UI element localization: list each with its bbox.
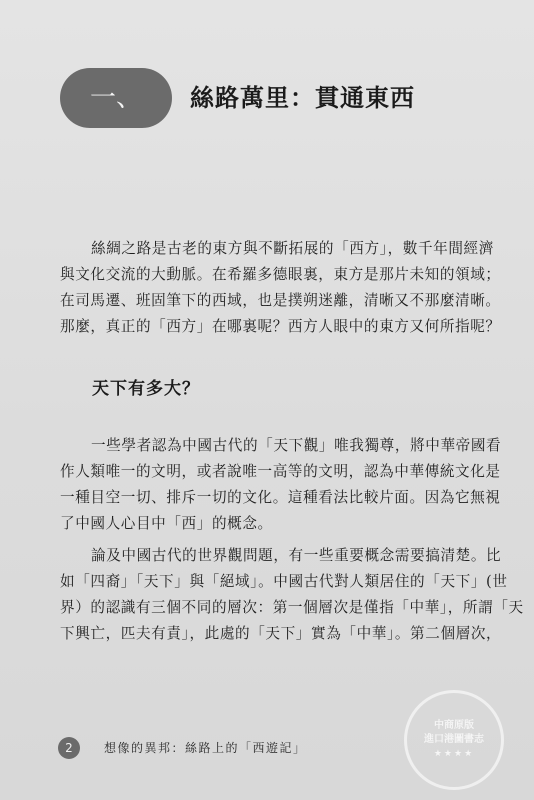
- watermark-line: 進口港圖書志: [424, 734, 484, 745]
- paragraph-line: 與文化交流的大動脈。在希羅多德眼裏，東方是那片未知的領域；: [60, 266, 501, 283]
- paragraph-line: 那麼，真正的「西方」在哪裏呢？西方人眼中的東方又何所指呢？: [60, 318, 501, 335]
- running-footer-title: 想像的異邦：絲路上的「西遊記」: [104, 741, 307, 755]
- paragraph-2: [60, 433, 502, 537]
- paragraph-line: 一種目空一切、排斥一切的文化。這種看法比較片面。因為它無視: [60, 489, 501, 506]
- paragraph-line: 下興亡，匹夫有責」，此處的「天下」實為「中華」。第二個層次，: [60, 625, 502, 642]
- paragraph-line: 了中國人心目中「西」的概念。: [60, 515, 273, 532]
- watermark-line: 中商原版: [434, 720, 474, 731]
- watermark-seal: [404, 690, 504, 790]
- paragraph-line: 在司馬遷、班固筆下的西域，也是撲朔迷離，清晰又不那麼清晰。: [60, 292, 501, 309]
- chapter-number-badge: 一、: [60, 68, 172, 128]
- chapter-title: 絲路萬里：貫通東西: [190, 84, 415, 112]
- paragraph-line: 論及中國古代的世界觀問題，有一些重要概念需要搞清楚。比: [91, 547, 502, 564]
- paragraph-line: 一些學者認為中國古代的「天下觀」唯我獨尊，將中華帝國看: [91, 437, 502, 454]
- paragraph-3: [60, 543, 524, 647]
- paragraph-line: 絲綢之路是古老的東方與不斷拓展的「西方」，數千年間經濟: [91, 240, 494, 257]
- section-heading: 天下有多大？: [92, 379, 200, 399]
- paragraph-line: 界）的認識有三個不同的層次：第一個層次是僅指「中華」，所謂「天: [60, 599, 524, 616]
- watermark-stars: ★★★★: [433, 749, 475, 759]
- page-number-badge: 2: [58, 737, 80, 759]
- paragraph-line: 作人類唯一的文明，或者說唯一高等的文明，認為中華傳統文化是: [60, 463, 501, 480]
- chapter-heading: [60, 68, 500, 128]
- paragraph-line: 如「四裔」「天下」與「絕域」。中國古代對人類居住的「天下」(世: [60, 573, 508, 590]
- paragraph-1: [60, 236, 501, 340]
